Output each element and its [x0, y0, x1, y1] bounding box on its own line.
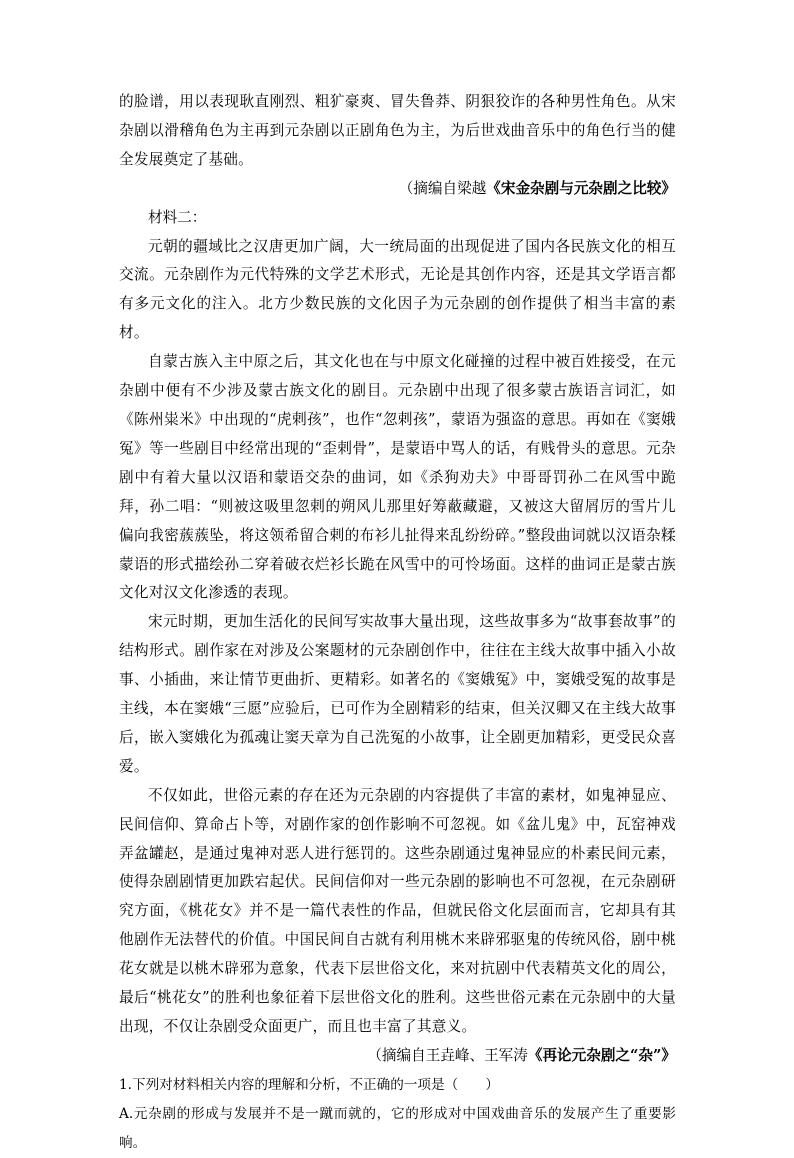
- material1-tail-paragraph: 的脸谱，用以表现耿直刚烈、粗犷豪爽、冒失鲁莽、阴狠狡诈的各种男性角色。从宋杂剧以滑稽角色为主再到元杂剧以正剧角色为主，为后世戏曲音乐中的角色行当的健全发展奠定了基础。: [119, 93, 676, 168]
- material2-source-work: 《再论元杂剧之“杂”》: [527, 1046, 676, 1064]
- question-1-option-a: A.元杂剧的形成与发展并不是一蹴而就的，它的形成对中国戏曲音乐的发展产生了重要影响。: [119, 1105, 676, 1151]
- document-page: [119, 88, 676, 1158]
- material2-paragraph-3: 宋元时期，更加生活化的民间写实故事大量出现，这些故事多为“故事套故事”的结构形式。剧作家在对涉及公案题材的元杂剧创作中，往往在主线大故事中插入小故事、小插曲，来让情节更曲折、更精彩。如著名的《窦娥冤》中，窦娥受冤的故事是主线，本在窦娥“三愿”应验后，已可作为全剧精彩的结束，但关汉卿又在主线大故事后，嵌入窦娥化为孤魂让窦天章为自己洗冤的小故事，让全剧更加精彩，更受民众喜爱。: [119, 613, 676, 775]
- material2-source-prefix: （摘编自王垚峰、王军涛: [367, 1046, 528, 1064]
- question-1-stem: 1.下列对材料相关内容的理解和分析，不正确的一项是（ ）: [119, 1076, 499, 1093]
- material2-heading: 材料二：: [148, 208, 207, 226]
- material1-source-prefix: （摘编自梁越: [398, 179, 487, 197]
- material2-paragraph-4: 不仅如此，世俗元素的存在还为元杂剧的内容提供了丰富的素材，如鬼神显应、民间信仰、算命占卜等，对剧作家的创作影响不可忽视。如《盆儿鬼》中，瓦窑神戏弄盆罐赵，是通过鬼神对恶人进行惩罚的。这些杂剧通过鬼神显应的朴素民间元素，使得杂剧剧情更加跌宕起伏。民间信仰对一些元杂剧的影响也不可忽视，在元杂剧研究方面，《桃花女》并不是一篇代表性的作品，但就民俗文化层面而言，它却具有其他剧作无法替代的价值。中国民间自古就有利用桃木来辟邪驱鬼的传统风俗，剧中桃花女就是以桃木辟邪为意象，代表下层世俗文化，来对抗剧中代表精英文化的周公，最后“桃花女”的胜利也象征着下层世俗文化的胜利。这些世俗元素在元杂剧中的大量出现，不仅让杂剧受众面更广，而且也丰富了其意义。: [119, 786, 676, 1035]
- material1-source-citation: [119, 175, 676, 204]
- material2-paragraph-1: 元朝的疆域比之汉唐更加广阔，大一统局面的出现促进了国内各民族文化的相互交流。元杂剧作为元代特殊的文学艺术形式，无论是其创作内容，还是其文学语言都有多元文化的注入。北方少数民族的文化因子为元杂剧的创作提供了相当丰富的素材。: [119, 237, 676, 342]
- material2-paragraph-2: 自蒙古族入主中原之后，其文化也在与中原文化碰撞的过程中被百姓接受，在元杂剧中便有不少涉及蒙古族文化的剧目。元杂剧中出现了很多蒙古族语言词汇，如《陈州粜米》中出现的“虎剌孩”，也作“忽剌孩”，蒙语为强盗的意思。再如在《窦娥冤》等一些剧目中经常出现的“歪剌骨”，是蒙语中骂人的话，有贱骨头的意思。元杂剧中有着大量以汉语和蒙语交杂的曲词，如《杀狗劝夫》中哥哥罚孙二在风雪中跪拜，孙二唱：“则被这吸里忽剌的朔风儿那里好筹蔽藏避，又被这大留屑厉的雪片儿偏向我密蔟蔟坠，将这领希留合剌的布衫儿扯得来乱纷纷碎。”整段曲词就以汉语杂糅蒙语的形式描绘孙二穿着破衣烂衫长跪在风雪中的可怜场面。这样的曲词正是蒙古族文化对汉文化渗透的表现。: [119, 353, 676, 602]
- material1-source-work: 《宋金杂剧与元杂剧之比较》: [486, 179, 676, 197]
- material2-source-citation: [119, 1042, 676, 1071]
